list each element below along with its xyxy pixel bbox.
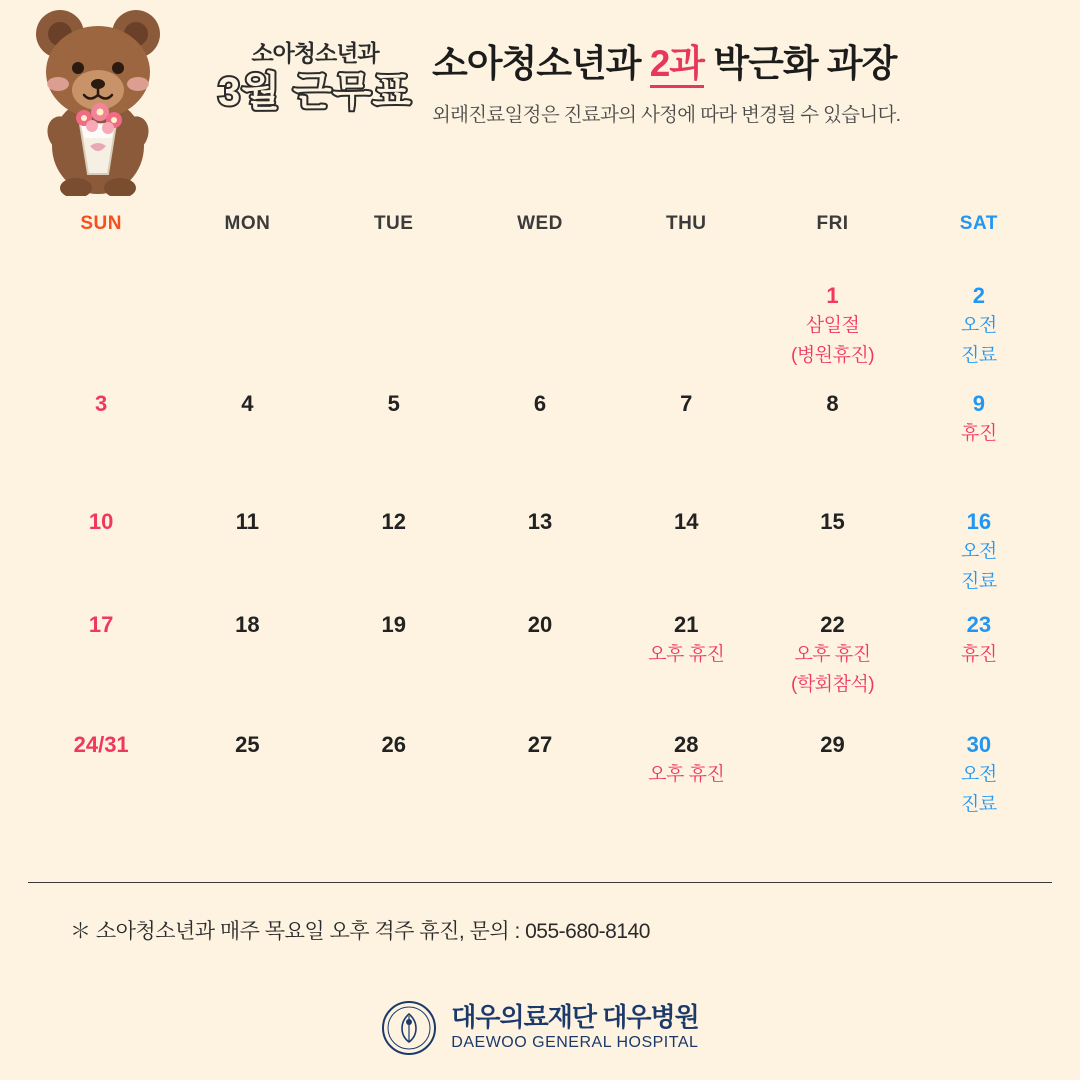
day-note: (병원휴진) [791, 345, 875, 366]
weekday-header-row [28, 200, 1052, 248]
calendar-cell [28, 382, 174, 500]
department-small-label: 소아청소년과 [251, 40, 379, 66]
subtitle-notice: 외래진료일정은 진료과의 사정에 따라 변경될 수 있습니다. [432, 103, 901, 126]
weekday-sat: SAT [959, 213, 998, 234]
day-note: 오전 [960, 314, 997, 336]
day-number: 29 [820, 732, 845, 757]
calendar-cell [321, 500, 467, 603]
hospital-seal-logo-icon [381, 1000, 437, 1056]
header [0, 0, 1080, 200]
day-number: 7 [680, 391, 693, 416]
day-number: 21 [674, 612, 699, 637]
day-note: 휴진 [960, 422, 997, 444]
calendar-cell [174, 382, 320, 500]
calendar-cell [613, 500, 759, 603]
calendar-cell [28, 723, 174, 833]
title-prefix: 소아청소년과 [432, 43, 650, 84]
day-number: 18 [235, 612, 260, 637]
calendar-cell [467, 500, 613, 603]
day-note: 삼일절 [805, 314, 860, 336]
day-number: 3 [95, 391, 108, 416]
calendar-cell [759, 500, 905, 603]
calendar-cell [906, 382, 1052, 500]
title-highlight: 2과 [650, 43, 704, 88]
day-number: 16 [966, 509, 992, 534]
day-number: 1 [826, 283, 839, 308]
day-note: 오후 휴진 [648, 643, 725, 665]
weekday-fri: FRI [816, 213, 849, 234]
day-number: 4 [241, 391, 254, 416]
brand-name-kr: 대우의료재단 대우병원 [451, 1002, 699, 1033]
weekday-wed: WED [517, 213, 563, 234]
day-number: 30 [966, 732, 992, 757]
calendar-cell [613, 723, 759, 833]
calendar-cell [759, 723, 905, 833]
day-number: 15 [820, 509, 845, 534]
calendar [28, 200, 1052, 833]
day-number: 13 [527, 509, 553, 534]
title-suffix: 박근화 과장 [704, 43, 897, 84]
calendar-cell [174, 723, 320, 833]
weekday-sun: SUN [80, 213, 122, 234]
calendar-cell [321, 382, 467, 500]
calendar-cell [174, 274, 320, 382]
calendar-cell [174, 500, 320, 603]
month-schedule-title: 3월 근무표 [218, 70, 412, 114]
brand-name-en: DAEWOO GENERAL HOSPITAL [451, 1034, 699, 1052]
calendar-cell [613, 274, 759, 382]
calendar-cell [613, 603, 759, 723]
calendar-week-row [28, 382, 1052, 500]
calendar-cell [906, 500, 1052, 603]
calendar-cell [906, 603, 1052, 723]
day-number: 27 [527, 732, 553, 757]
weekday-thu: THU [665, 213, 707, 234]
calendar-cell [28, 500, 174, 603]
bear-with-flowers-icon [18, 6, 198, 196]
day-note: 오전 [960, 540, 997, 562]
day-number: 5 [387, 391, 400, 416]
day-number: 25 [235, 732, 260, 757]
calendar-cell [321, 274, 467, 382]
calendar-cell [174, 603, 320, 723]
day-number: 10 [88, 509, 114, 534]
day-number: 26 [381, 732, 406, 757]
calendar-cell [906, 274, 1052, 382]
calendar-weeks [28, 274, 1052, 833]
calendar-week-row [28, 500, 1052, 603]
day-number: 19 [381, 612, 406, 637]
calendar-cell [321, 723, 467, 833]
day-number: 14 [674, 509, 699, 534]
calendar-week-row [28, 603, 1052, 723]
hospital-brand [0, 1000, 1080, 1056]
day-number: 11 [235, 509, 260, 534]
calendar-week-row [28, 274, 1052, 382]
calendar-cell [467, 274, 613, 382]
day-note: 진료 [960, 794, 997, 815]
footnote-text: ＊ 소아청소년과 매주 목요일 오후 격주 휴진, 문의 : 055-680-8140 [70, 920, 650, 943]
calendar-cell [906, 723, 1052, 833]
calendar-cell [321, 603, 467, 723]
page-title [432, 44, 1040, 85]
calendar-cell [467, 603, 613, 723]
day-number: 24/31 [73, 732, 129, 757]
day-number: 23 [966, 612, 992, 637]
day-note: 오후 휴진 [794, 643, 871, 665]
footer-divider [28, 882, 1052, 883]
calendar-week-row [28, 723, 1052, 833]
calendar-cell [467, 723, 613, 833]
day-number: 9 [972, 391, 985, 416]
day-note: 오전 [960, 763, 997, 785]
calendar-cell [759, 274, 905, 382]
day-number: 20 [527, 612, 553, 637]
day-number: 17 [88, 612, 114, 637]
day-number: 28 [674, 732, 699, 757]
day-note: 휴진 [960, 643, 997, 665]
day-number: 6 [533, 391, 547, 416]
calendar-cell [28, 274, 174, 382]
calendar-cell [613, 382, 759, 500]
day-note: 진료 [960, 345, 997, 366]
calendar-cell [759, 382, 905, 500]
day-number: 22 [820, 612, 845, 637]
day-number: 8 [826, 391, 839, 416]
weekday-mon: MON [224, 213, 271, 234]
month-title-block [205, 42, 425, 113]
calendar-cell [759, 603, 905, 723]
day-note: 진료 [960, 571, 997, 592]
day-note: 오후 휴진 [648, 763, 725, 785]
calendar-cell [467, 382, 613, 500]
day-note: (학회참석) [791, 674, 875, 695]
weekday-tue: TUE [373, 213, 414, 234]
doctor-title-block [432, 44, 1040, 127]
day-number: 12 [381, 509, 406, 534]
calendar-cell [28, 603, 174, 723]
brand-text [451, 1003, 698, 1052]
day-number: 2 [972, 283, 985, 308]
